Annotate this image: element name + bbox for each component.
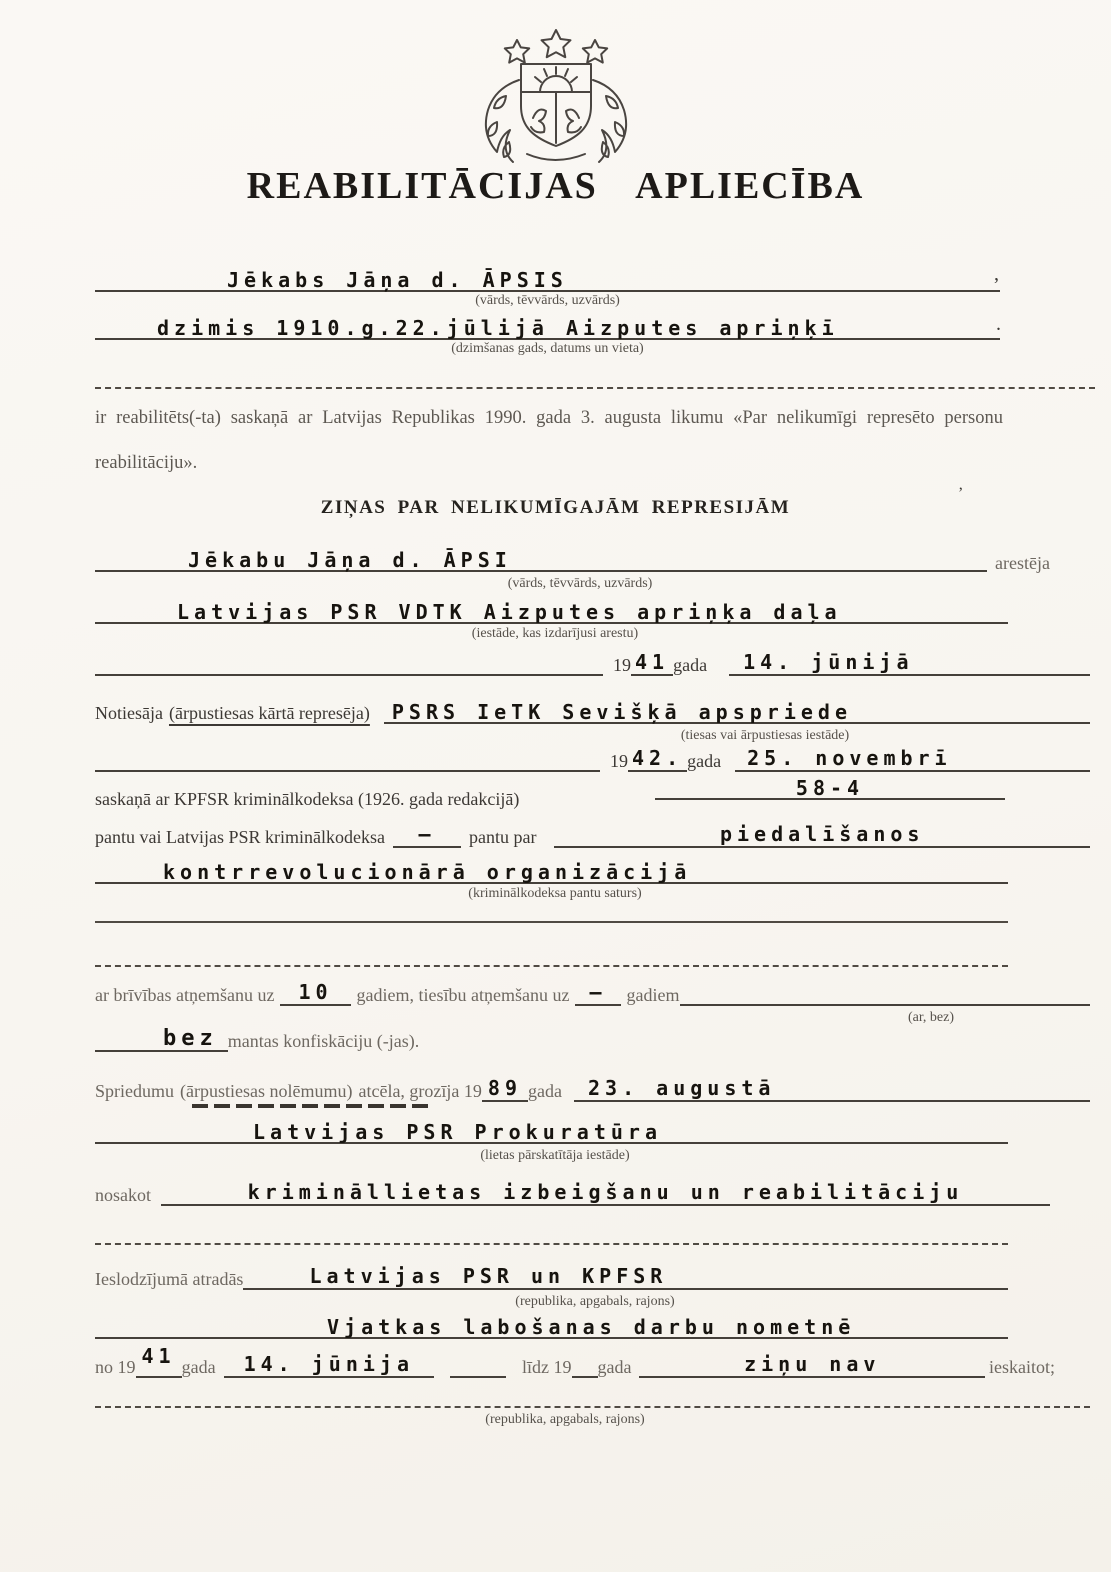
separator-rule-bottom xyxy=(95,1406,1090,1408)
spacer xyxy=(631,1344,639,1378)
line-fill xyxy=(928,646,1091,676)
line-fill xyxy=(789,1070,1090,1102)
spacer xyxy=(216,1344,224,1378)
name-field xyxy=(95,260,1000,292)
confiscation-label: mantas konfiskāciju (-jas). xyxy=(227,1031,420,1051)
pantu-label: pantu vai Latvijas PSR kriminālkodeksa xyxy=(95,827,385,847)
margin-comma-mark: , xyxy=(994,263,999,285)
resolution-row xyxy=(95,1176,1050,1206)
sentence-year-value: 42. xyxy=(632,746,684,770)
latvia-coat-of-arms-emblem xyxy=(461,26,651,168)
spacer xyxy=(151,1176,161,1206)
margin-tick-mark: ’ xyxy=(958,485,964,502)
spacer xyxy=(707,646,729,676)
annulment-date-value: 23. augustā xyxy=(587,1076,776,1100)
name-value: Jēkabs Jāņa d. ĀPSIS xyxy=(227,268,568,292)
to-label: līdz 19 xyxy=(522,1357,572,1377)
section-heading: ZIŅAS PAR NELIKUMĪGAJĀM REPRESIJĀM xyxy=(320,497,791,518)
arrested-name-row xyxy=(95,540,1050,572)
pantu-par-label: pantu par xyxy=(468,827,537,847)
nosakot-label: nosakot xyxy=(95,1185,151,1205)
arrested-by-label: arestēja xyxy=(995,553,1050,573)
annulment-gada-label: gada xyxy=(528,1081,562,1101)
charge-line2-value: kontrrevolucionārā organizācijā xyxy=(163,860,692,884)
line-fill xyxy=(95,1016,153,1052)
arrest-agency-field xyxy=(95,590,1008,624)
line-fill xyxy=(450,1344,506,1378)
paren-strike-mark xyxy=(192,1104,430,1108)
birth-value: dzimis 1910.g.22.jūlijā Aizputes apriņķī xyxy=(157,316,839,340)
sentence-gada-label: gada xyxy=(687,751,722,771)
conviction-body-row xyxy=(95,694,1090,724)
from-year-value: 41 xyxy=(141,1344,176,1368)
blank-line xyxy=(95,965,1008,967)
arrest-agency-value: Latvijas PSR VDTK Aizputes apriņķa daļa xyxy=(177,600,842,624)
birth-caption: (dzimšanas gads, datums un vieta) xyxy=(451,341,644,356)
blank-line xyxy=(95,1243,1008,1245)
confiscation-value: bez xyxy=(163,1026,218,1051)
pantu-strike-value: — xyxy=(418,822,436,846)
line-fill xyxy=(860,694,1090,724)
imprisonment-label: Ieslodzījumā atradās xyxy=(95,1269,244,1289)
separator-rule-top xyxy=(95,387,1095,389)
ieskaitot-label: ieskaitot; xyxy=(989,1357,1055,1377)
imprisonment-region-caption: (republika, apgabals, rajons) xyxy=(515,1294,675,1309)
arrest-year-prefix: 19 xyxy=(613,655,631,675)
bottom-caption: (republika, apgabals, rajons) xyxy=(485,1412,645,1427)
conviction-label-paren: (ārpustiesas kārtā represēja) xyxy=(168,703,370,723)
spacer xyxy=(536,816,554,848)
to-gada-label: gada xyxy=(597,1357,632,1377)
authority-field xyxy=(95,1110,1008,1144)
from-gada-label: gada xyxy=(181,1357,216,1377)
punishment-label-1: ar brīvības atņemšanu uz xyxy=(95,985,275,1005)
annulment-row xyxy=(95,1070,1090,1102)
spacer xyxy=(461,816,469,848)
resolution-value: krimināllietas izbeigšanu un reabilitāciju xyxy=(247,1180,964,1204)
spacer xyxy=(370,694,384,724)
authority-value: Latvijas PSR Prokuratūra xyxy=(253,1120,662,1144)
from-label: no 19 xyxy=(95,1357,136,1377)
margin-period-mark: . xyxy=(996,313,1001,335)
conviction-body-caption: (tiesas vai ārpustiesas iestāde) xyxy=(680,728,850,743)
arrested-name-value: Jēkabu Jāņa d. ĀPSI xyxy=(180,550,520,572)
sentence-date-value: 25. novembrī xyxy=(747,746,952,770)
arrested-name-caption: (vārds, tēvvārds, uzvārds) xyxy=(507,576,653,591)
authority-caption: (lietas pārskatītāja iestāde) xyxy=(480,1148,630,1163)
confiscation-row xyxy=(95,1016,615,1052)
from-date-value: 14. jūnija xyxy=(243,1352,414,1376)
line-fill xyxy=(572,1344,598,1378)
camp-field xyxy=(95,1303,1008,1339)
line-fill xyxy=(95,742,600,772)
code-label: saskaņā ar KPFSR kriminālkodeksa (1926. gada redakcijā) xyxy=(95,789,520,809)
punishment-row xyxy=(95,976,1090,1006)
arrest-year-value: 41 xyxy=(635,650,670,674)
spacer xyxy=(562,1070,574,1102)
punishment-caption: (ar, bez) xyxy=(907,1010,955,1025)
annulment-year-value: 89 xyxy=(487,1076,522,1100)
arrest-date-row xyxy=(95,646,1090,676)
spacer xyxy=(434,1344,450,1378)
arrest-agency-caption: (iestāde, kas izdarījusi arestu) xyxy=(471,626,639,641)
arrest-date-value: 14. jūnijā xyxy=(743,650,914,674)
punishment-label-2: gadiem, tiesību atņemšanu uz xyxy=(356,985,570,1005)
rehabilitation-statement: ir reabilitēts(-ta) saskaņā ar Latvijas Republikas 1990. gada 3. augusta likumu «Par nelikumīgi represēto personu reabilitāciju». xyxy=(95,408,1003,473)
document-title: REABILITĀCIJAS APLIECĪBA xyxy=(246,165,865,207)
conviction-body-value: PSRS IeTK Sevišķā apspriede xyxy=(384,702,860,724)
line-fill xyxy=(520,540,987,572)
arrest-gada-label: gada xyxy=(673,655,708,675)
imprisonment-dates-row xyxy=(95,1344,1055,1378)
imprisonment-row xyxy=(95,1258,1008,1290)
prison-years-value: 10 xyxy=(298,980,333,1004)
name-caption: (vārds, tēvvārds, uzvārds) xyxy=(475,293,620,308)
code-article-value: 58-4 xyxy=(795,776,865,800)
line-fill xyxy=(680,976,1090,1006)
pantu-row xyxy=(95,816,1090,848)
conviction-label-head: Notiesāja xyxy=(95,703,163,723)
camp-value: Vjatkas labošanas darbu nometnē xyxy=(327,1315,856,1339)
rights-years-value: — xyxy=(589,980,607,1004)
sentence-year-prefix: 19 xyxy=(610,751,628,771)
blank-line xyxy=(95,921,1008,923)
imprisonment-region-value: Latvijas PSR un KPFSR xyxy=(309,1264,668,1288)
charge-caption: (kriminālkodeksa pantu saturs) xyxy=(468,886,642,901)
charge-line2-field xyxy=(95,848,1008,884)
spacer xyxy=(385,816,393,848)
line-fill xyxy=(95,646,603,676)
annulment-label-head: Spriedumu xyxy=(95,1081,174,1101)
code-article-field xyxy=(655,766,1005,800)
charge-line1-value: piedalīšanos xyxy=(719,822,925,846)
birth-field xyxy=(95,308,1000,340)
annulment-label-tail: atcēla, grozīja 19 xyxy=(358,1081,482,1101)
line-fill xyxy=(95,540,180,572)
to-value: ziņu nav xyxy=(744,1352,881,1376)
annulment-label-paren: (ārpustiesas nolēmumu) xyxy=(180,1081,353,1101)
punishment-label-3: gadiem xyxy=(626,985,680,1005)
spacer xyxy=(506,1344,522,1378)
